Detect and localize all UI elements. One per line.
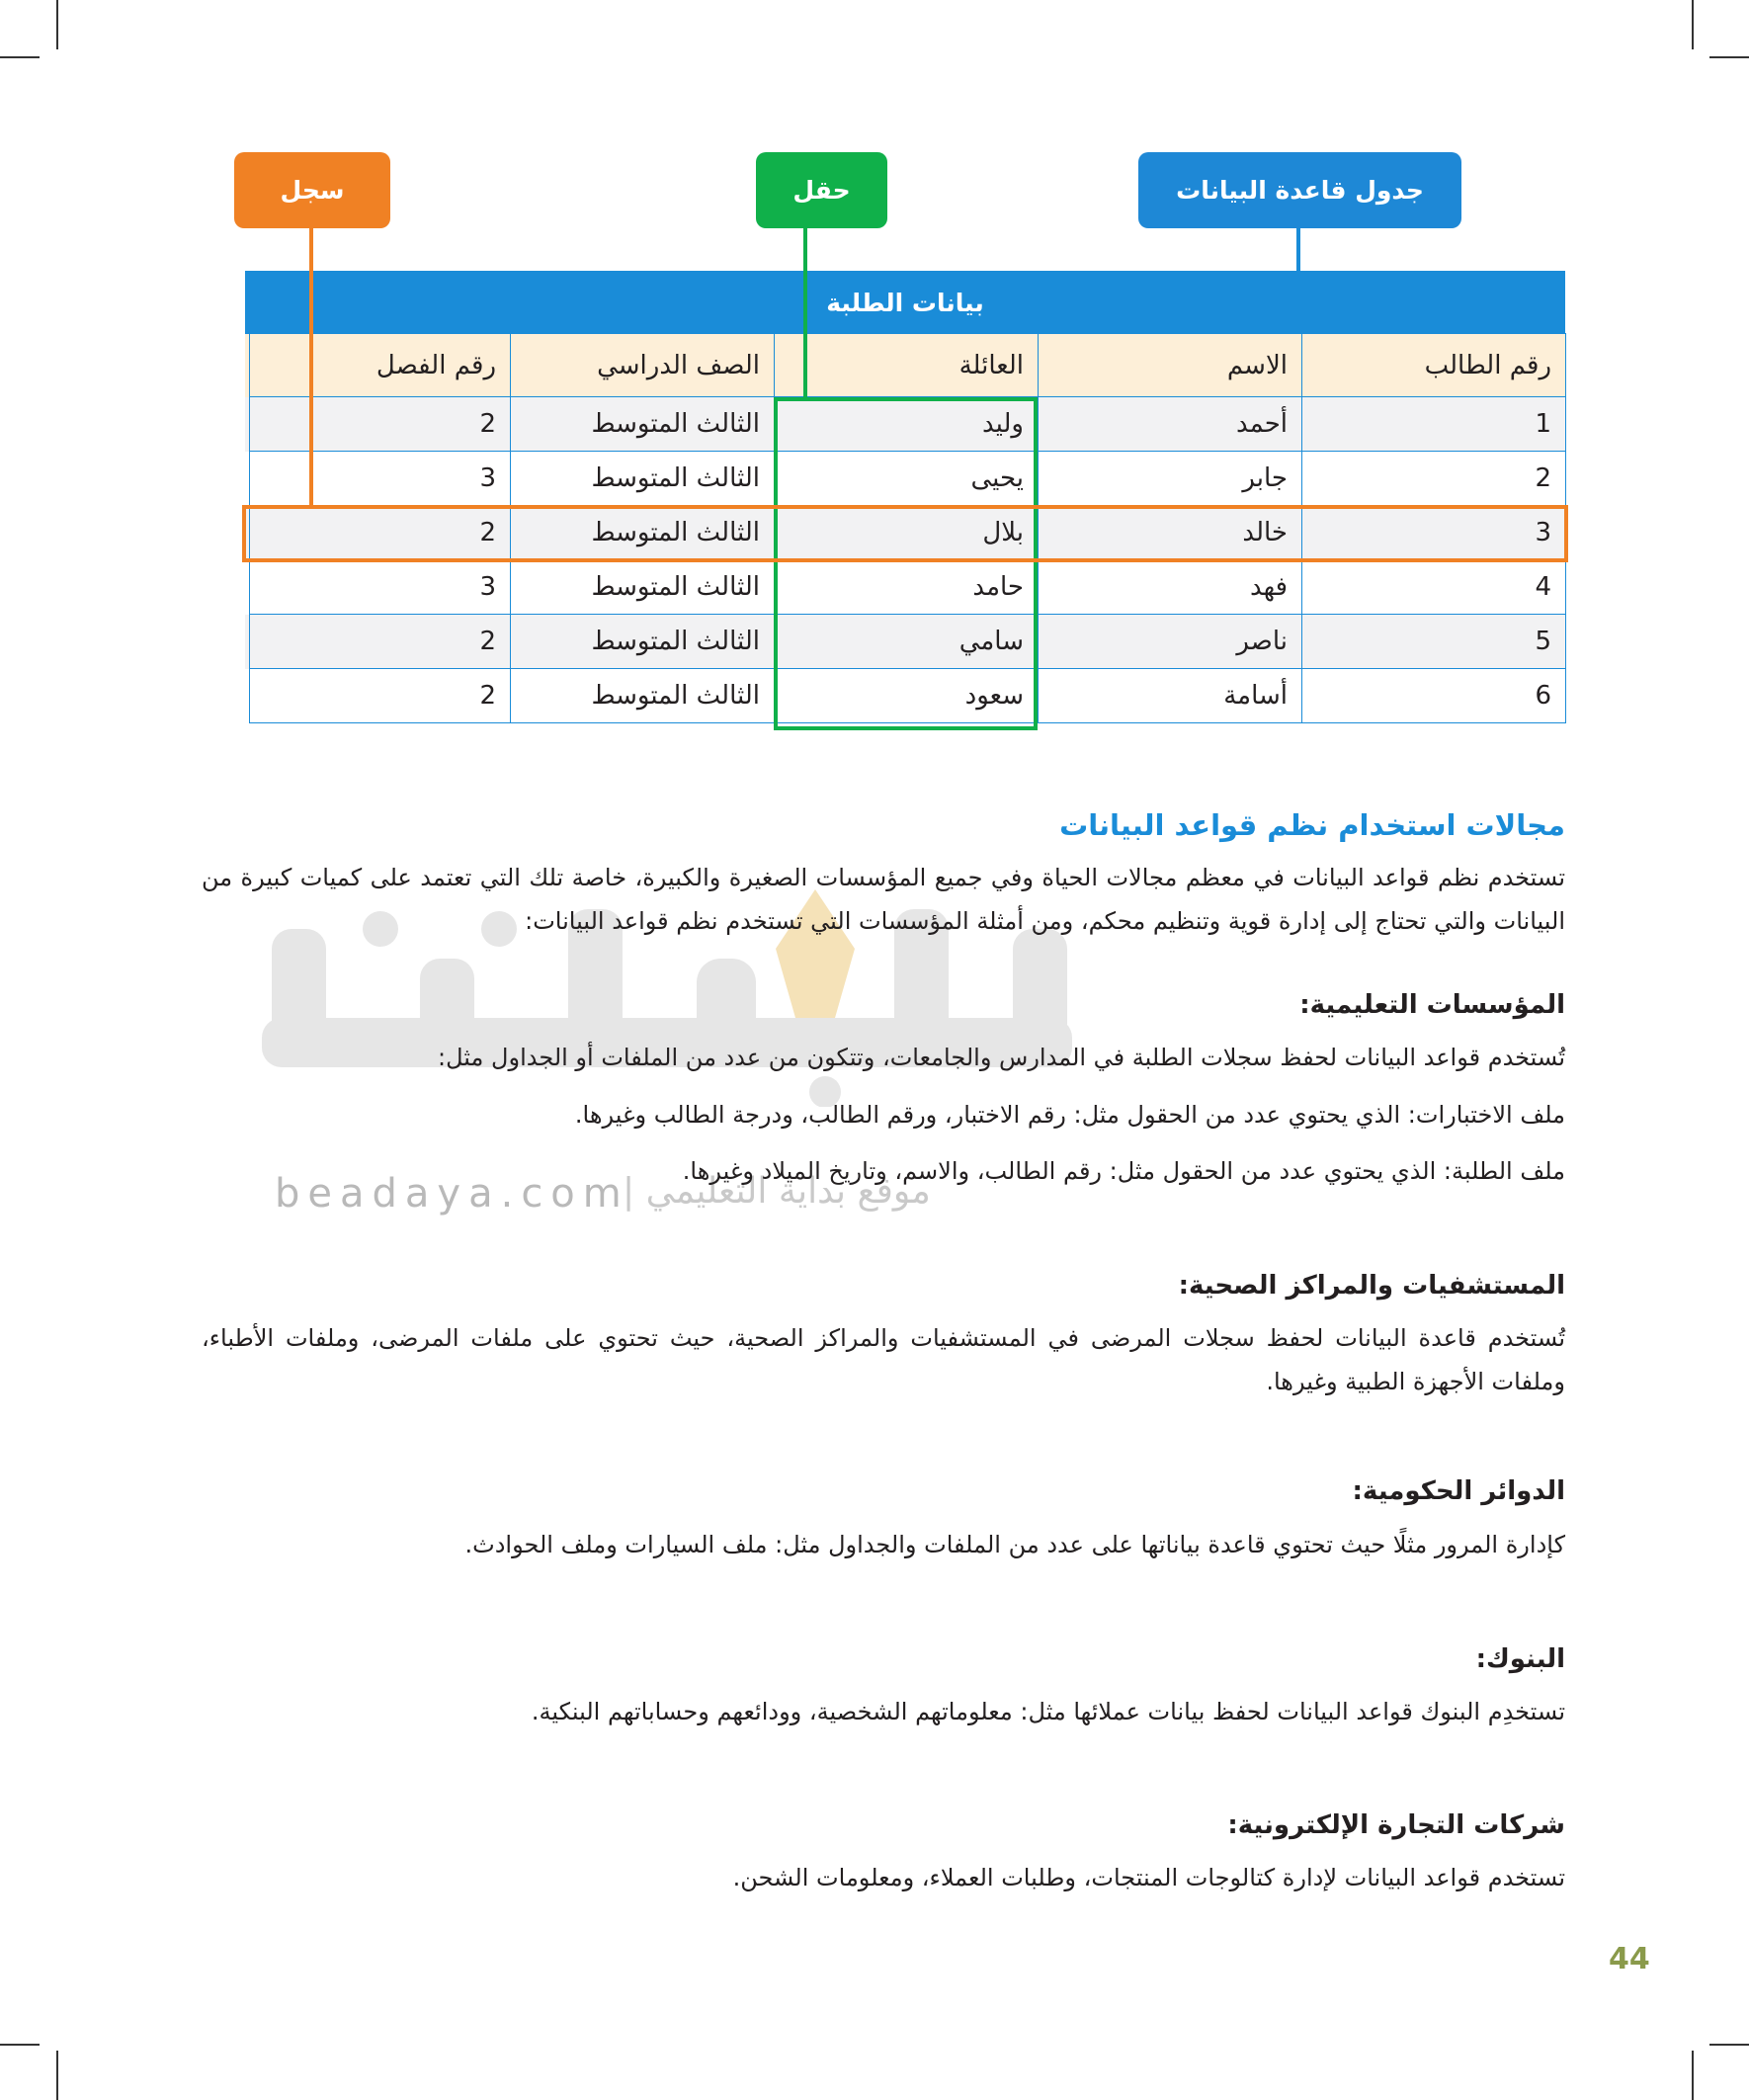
connector-record bbox=[309, 228, 313, 505]
heading-government: الدوائر الحكومية: bbox=[1352, 1476, 1565, 1506]
cell-name: فهد bbox=[1038, 559, 1302, 615]
connector-table bbox=[1296, 228, 1300, 271]
cell-family: حامد bbox=[774, 559, 1039, 615]
header-class: رقم الفصل bbox=[249, 333, 511, 397]
cell-family: بلال bbox=[774, 505, 1039, 560]
education-paragraph: تُستخدم قواعد البيانات لحفظ سجلات الطلبة في المدارس والجامعات، وتتكون من عدد من الملفات أو الجداول مثل: bbox=[438, 1044, 1565, 1071]
table-header-row bbox=[245, 334, 1565, 397]
header-student-id: رقم الطالب bbox=[1301, 333, 1566, 397]
crop-mark bbox=[0, 56, 40, 58]
record-highlight bbox=[242, 505, 1568, 562]
cell-class: 2 bbox=[249, 396, 511, 452]
watermark-site: beadaya.com bbox=[275, 1171, 629, 1217]
heading-education: المؤسسات التعليمية: bbox=[1299, 990, 1565, 1020]
banks-paragraph: تستخدِم البنوك قواعد البيانات لحفظ بيانات عملائها مثل: معلوماتهم الشخصية، وودائعهم وحساباتهم البنكية. bbox=[531, 1698, 1565, 1725]
heading-ecommerce: شركات التجارة الإلكترونية: bbox=[1227, 1810, 1565, 1840]
crop-mark bbox=[0, 2044, 40, 2046]
cell-student-id: 5 bbox=[1301, 614, 1566, 669]
cell-name: خالد bbox=[1038, 505, 1302, 560]
cell-student-id: 6 bbox=[1301, 668, 1566, 723]
cell-student-id: 1 bbox=[1301, 396, 1566, 452]
cell-family: سامي bbox=[774, 614, 1039, 669]
cell-name: جابر bbox=[1038, 451, 1302, 506]
cell-name: ناصر bbox=[1038, 614, 1302, 669]
education-students-file: ملف الطلبة: الذي يحتوي عدد من الحقول مثل: رقم الطالب، والاسم، وتاريخ الميلاد وغيرها. bbox=[682, 1157, 1565, 1185]
heading-hospitals: المستشفيات والمراكز الصحية: bbox=[1178, 1271, 1565, 1301]
header-family: العائلة bbox=[774, 333, 1039, 397]
watermark-tagline: موقع بداية التعليمي | bbox=[623, 1171, 931, 1212]
cell-class: 3 bbox=[249, 451, 511, 506]
callout-database-table: جدول قاعدة البيانات bbox=[1138, 152, 1461, 228]
ecommerce-paragraph: تستخدم قواعد البيانات لإدارة كتالوجات المنتجات، وطلبات العملاء، ومعلومات الشحن. bbox=[732, 1864, 1565, 1891]
header-grade: الصف الدراسي bbox=[510, 333, 775, 397]
cell-class: 2 bbox=[249, 614, 511, 669]
cell-family: سعود bbox=[774, 668, 1039, 723]
cell-grade: الثالث المتوسط bbox=[510, 451, 775, 506]
cell-student-id: 3 bbox=[1301, 505, 1566, 560]
cell-grade: الثالث المتوسط bbox=[510, 505, 775, 560]
crop-mark bbox=[1692, 0, 1694, 49]
connector-field bbox=[803, 228, 807, 397]
cell-class: 2 bbox=[249, 505, 511, 560]
crop-mark bbox=[1692, 2051, 1694, 2100]
cell-name: أسامة bbox=[1038, 668, 1302, 723]
cell-class: 2 bbox=[249, 668, 511, 723]
heading-banks: البنوك: bbox=[1475, 1644, 1565, 1674]
cell-grade: الثالث المتوسط bbox=[510, 396, 775, 452]
crop-mark bbox=[1709, 56, 1749, 58]
cell-family: يحيى bbox=[774, 451, 1039, 506]
cell-name: أحمد bbox=[1038, 396, 1302, 452]
government-paragraph: كإدارة المرور مثلًا حيث تحتوي قاعدة بياناتها على عدد من الملفات والجداول مثل: ملف السيارات وملف الحوادث. bbox=[464, 1531, 1565, 1558]
header-name: الاسم bbox=[1038, 333, 1302, 397]
crop-mark bbox=[56, 2051, 58, 2100]
callout-record: سجل bbox=[234, 152, 390, 228]
callout-field: حقل bbox=[756, 152, 887, 228]
cell-family: وليد bbox=[774, 396, 1039, 452]
section-title: مجالات استخدام نظم قواعد البيانات bbox=[1059, 808, 1565, 842]
cell-student-id: 4 bbox=[1301, 559, 1566, 615]
field-highlight bbox=[774, 397, 1038, 730]
cell-student-id: 2 bbox=[1301, 451, 1566, 506]
section-intro: تستخدم نظم قواعد البيانات في معظم مجالات الحياة وفي جميع المؤسسات الصغيرة والكبيرة، خاصة تلك التي تعتمد على كميات كبيرة من البيانات والتي تحتاج إلى إدارة قوية وتنظيم محكم، ومن أمثلة المؤسسات التي تستخدم نظم قواعد البيانات: bbox=[202, 864, 1565, 935]
education-exams-file: ملف الاختبارات: الذي يحتوي عدد من الحقول مثل: رقم الاختبار، ورقم الطالب، ودرجة الطالب وغيرها. bbox=[574, 1101, 1565, 1129]
hospitals-paragraph: تُستخدم قاعدة البيانات لحفظ سجلات المرضى في المستشفيات والمراكز الصحية، حيث تحتوي على ملفات المرضى، وملفات الأطباء، وملفات الأجهزة الطبية وغيرها. bbox=[202, 1324, 1565, 1395]
page-number: 44 bbox=[1609, 1942, 1650, 1976]
cell-class: 3 bbox=[249, 559, 511, 615]
cell-grade: الثالث المتوسط bbox=[510, 614, 775, 669]
cell-grade: الثالث المتوسط bbox=[510, 668, 775, 723]
crop-mark bbox=[1709, 2044, 1749, 2046]
table-title: بيانات الطلبة bbox=[245, 271, 1565, 334]
cell-grade: الثالث المتوسط bbox=[510, 559, 775, 615]
crop-mark bbox=[56, 0, 58, 49]
